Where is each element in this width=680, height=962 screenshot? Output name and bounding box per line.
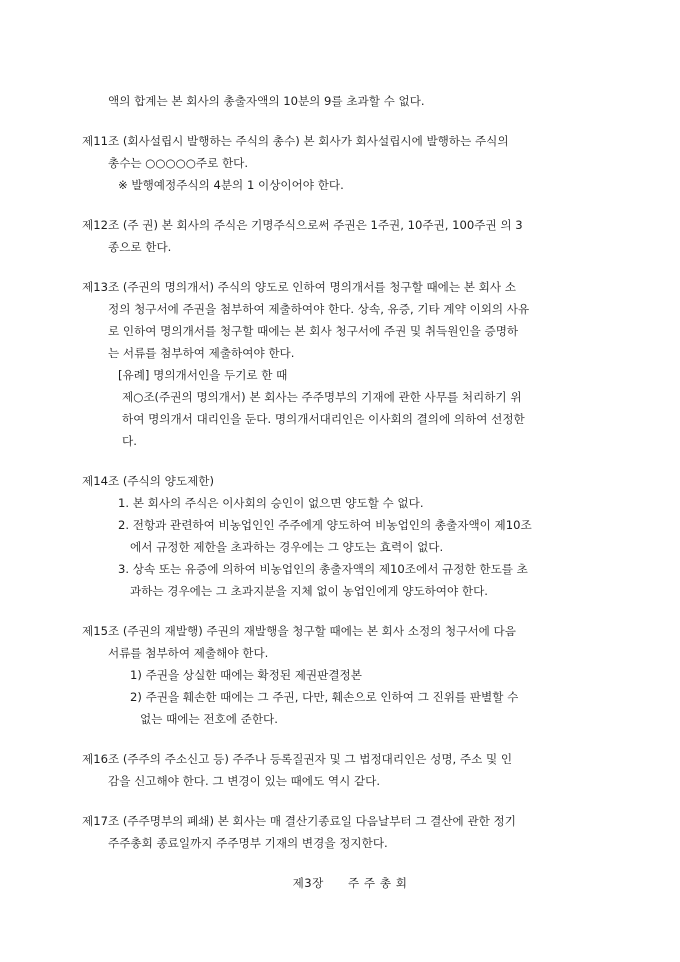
article-17	[82, 810, 618, 854]
chapter-number: 제3장	[292, 876, 324, 890]
note-line: ※ 발행예정주식의 4분의 1 이상이어야 한다.	[118, 178, 344, 192]
chapter-title: 주 주 총 회	[348, 876, 408, 890]
list-item: 2) 주권을 훼손한 때에는 그 주권, 다만, 훼손으로 인하여 그 진위를 판별할 수	[130, 690, 519, 704]
example-title: [유례] 명의개서인을 두기로 한 때	[118, 368, 288, 382]
chapter-heading	[82, 872, 618, 894]
article-12	[82, 214, 618, 258]
list-item: 1. 본 회사의 주식은 이사회의 승인이 없으면 양도할 수 없다.	[118, 496, 424, 510]
text-line: 제13조 (주권의 명의개서) 주식의 양도로 인하여 명의개서를 청구할 때에는 본 회사 소	[82, 280, 516, 294]
article-11	[82, 130, 618, 196]
text-line: 제11조 (회사설립시 발행하는 주식의 총수) 본 회사가 회사설립시에 발행하는 주식의	[82, 134, 509, 148]
text-line: 는 서류를 첨부하여 제출하여야 한다.	[108, 346, 295, 360]
intro-paragraph	[82, 90, 618, 112]
article-title: 제14조 (주식의 양도제한)	[82, 474, 214, 488]
example-line: 다.	[122, 434, 137, 448]
article-16	[82, 748, 618, 792]
text-line: 총수는 ○○○○○주로 한다.	[108, 156, 249, 170]
text-line: 제15조 (주권의 재발행) 주권의 재발행을 청구할 때에는 본 회사 소정의 청구서에 다음	[82, 624, 516, 638]
example-line: 제○조(주권의 명의개서) 본 회사는 주주명부의 기재에 관한 사무를 처리하기 위	[122, 390, 522, 404]
example-line: 하여 명의개서 대리인을 둔다. 명의개서대리인은 이사회의 결의에 의하여 선정한	[122, 412, 525, 426]
article-13	[82, 276, 618, 452]
list-item: 1) 주권을 상실한 때에는 확정된 제권판결정본	[130, 668, 362, 682]
text-line: 제16조 (주주의 주소신고 등) 주주나 등록질권자 및 그 법정대리인은 성명, 주소 및 인	[82, 752, 513, 766]
list-item-continuation: 과하는 경우에는 그 초과지분을 지체 없이 농업인에게 양도하여야 한다.	[130, 584, 488, 598]
text-line: 정의 청구서에 주권을 첨부하여 제출하여야 한다. 상속, 유증, 기타 계약 이외의 사유	[108, 302, 530, 316]
list-item-continuation: 에서 규정한 제한을 초과하는 경우에는 그 양도는 효력이 없다.	[130, 540, 444, 554]
list-item-continuation: 없는 때에는 전호에 준한다.	[140, 712, 278, 726]
list-item: 2. 전항과 관련하여 비농업인인 주주에게 양도하여 비농업인의 총출자액이 제10조	[118, 518, 532, 532]
list-item: 3. 상속 또는 유증에 의하여 비농업인의 총출자액의 제10조에서 규정한 한도를 초	[118, 562, 528, 576]
text-line: 주주총회 종료일까지 주주명부 기재의 변경을 정지한다.	[108, 836, 388, 850]
article-15	[82, 620, 618, 730]
text-line: 액의 합계는 본 회사의 총출자액의 10분의 9를 초과할 수 없다.	[108, 94, 425, 108]
text-line: 서류를 첨부하여 제출해야 한다.	[108, 646, 269, 660]
text-line: 감을 신고해야 한다. 그 변경이 있는 때에도 역시 같다.	[108, 774, 381, 788]
article-14	[82, 470, 618, 602]
text-line: 제17조 (주주명부의 폐쇄) 본 회사는 매 결산기종료일 다음날부터 그 결산에 관한 정기	[82, 814, 516, 828]
text-line: 로 인하여 명의개서를 청구할 때에는 본 회사 청구서에 주권 및 취득원인을 증명하	[108, 324, 519, 338]
text-line: 제12조 (주 권) 본 회사의 주식은 기명주식으로써 주권은 1주권, 10주권, 100주권 의 3	[82, 218, 523, 232]
text-line: 종으로 한다.	[108, 240, 172, 254]
